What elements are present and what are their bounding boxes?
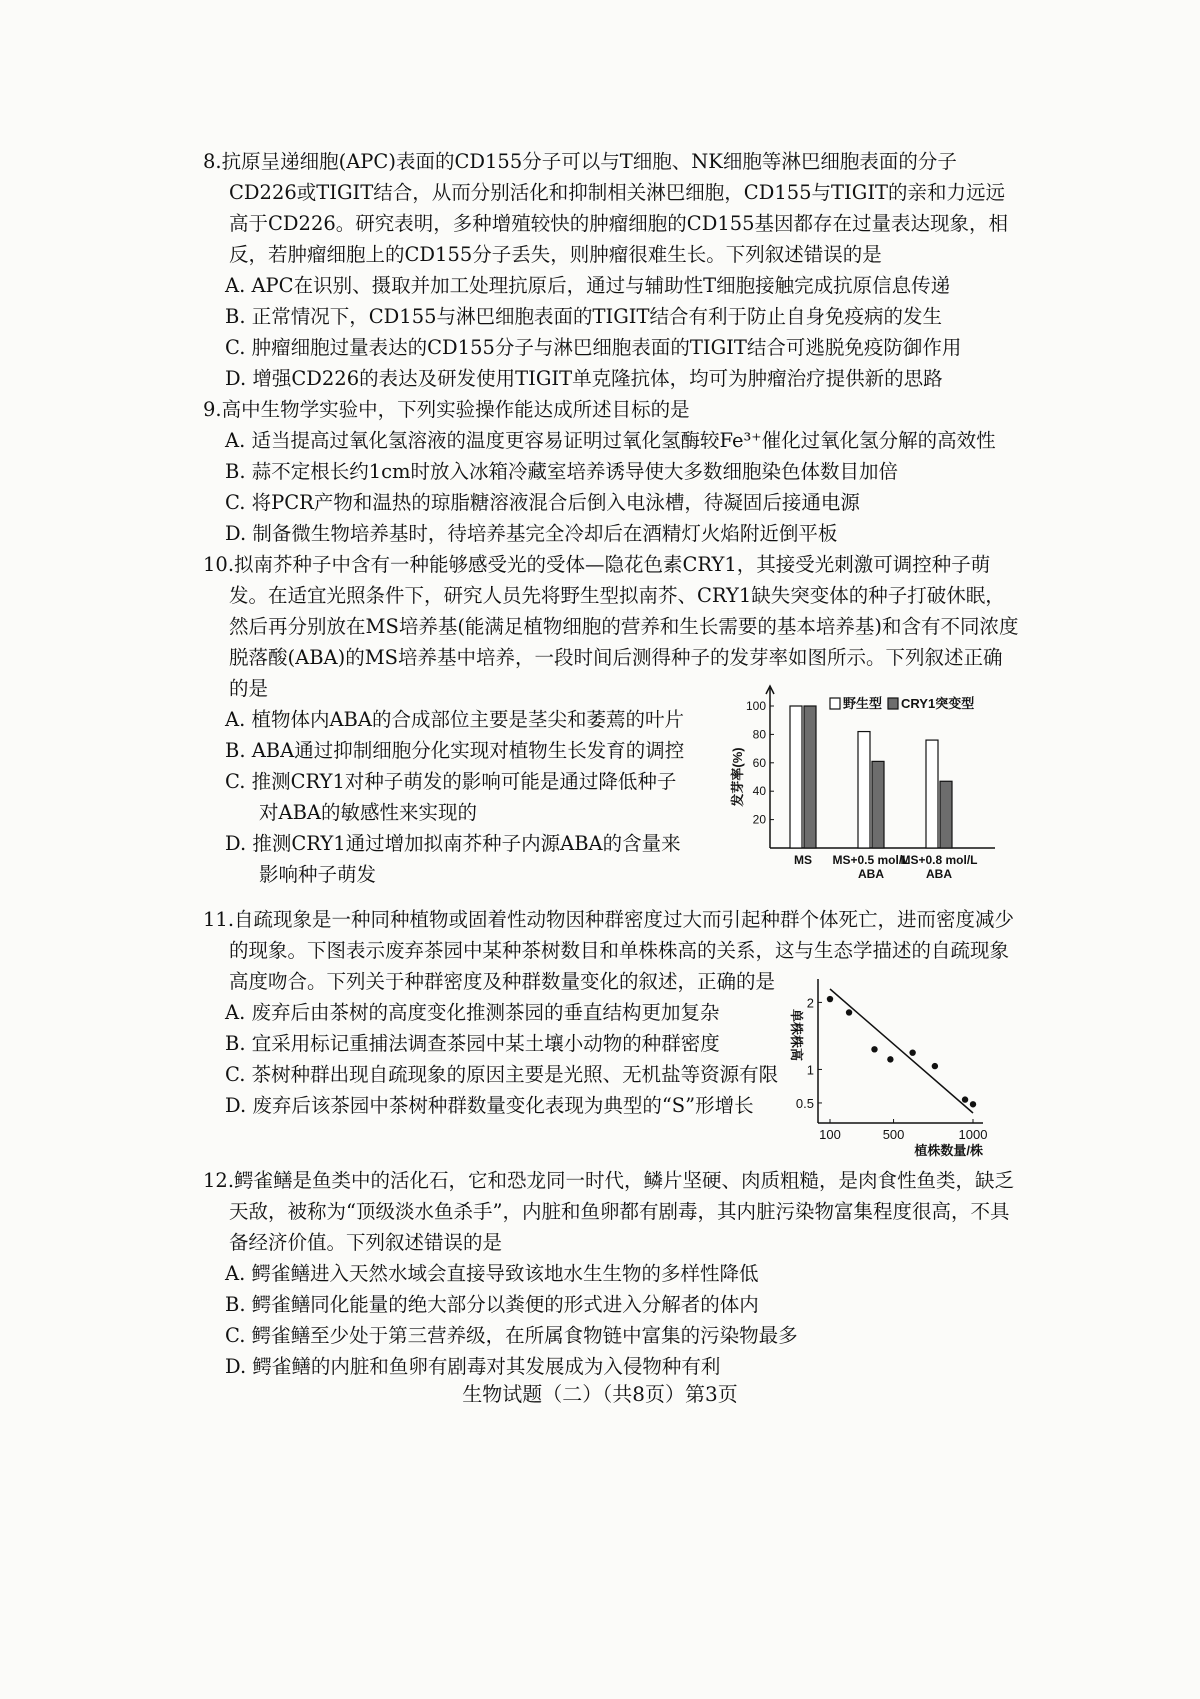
y-axis-label: 发芽率(%) xyxy=(730,747,745,807)
y-tick-label: 1 xyxy=(806,1062,814,1078)
option-d-continued: 影响种子萌发 xyxy=(259,863,377,886)
question-8 xyxy=(203,146,1020,394)
option-d: D. 推测CRY1通过增加拟南芥种子内源ABA的含量来 xyxy=(225,832,681,855)
option-d: D. 废弃后该茶园中茶树种群数量变化表现为典型的“S”形增长 xyxy=(225,1094,754,1117)
x-tick-label: 1000 xyxy=(958,1127,988,1142)
option-c: C. 茶树种群出现自疏现象的原因主要是光照、无机盐等资源有限 xyxy=(225,1063,779,1086)
option-a: A. 植物体内ABA的合成部位主要是茎尖和萎蔫的叶片 xyxy=(225,708,684,731)
bar-wild-type xyxy=(926,740,938,848)
trend-line xyxy=(830,989,973,1113)
x-tick-label: 500 xyxy=(882,1127,905,1142)
option-b: B. 正常情况下，CD155与淋巴细胞表面的TIGIT结合有利于防止自身免疫病的发生 xyxy=(225,305,942,328)
data-point xyxy=(932,1063,938,1069)
data-point xyxy=(846,1009,852,1015)
question-stem: 8.抗原呈递细胞(APC)表面的CD155分子可以与T细胞、NK细胞等淋巴细胞表面的分子CD226或TIGIT结合，从而分别活化和抑制相关淋巴细胞，CD155与TIGIT的亲和力远远高于CD226。研究表明，多种增殖较快的肿瘤细胞的CD155基因都存在过量表达现象，相反，若肿瘤细胞上的CD155分子丢失，则肿瘤很难生长。下列叙述错误的是 xyxy=(203,150,1009,266)
bar-wild-type xyxy=(790,706,802,848)
option-b: B. 宜采用标记重捕法调查茶园中某土壤小动物的种群密度 xyxy=(225,1032,720,1055)
y-axis-label: 单株株高 xyxy=(789,1008,804,1062)
question-stem: 12.鳄雀鳝是鱼类中的活化石，它和恐龙同一时代，鳞片坚硬、肉质粗糙，是肉食性鱼类，缺乏天敌，被称为“顶级淡水鱼杀手”，内脏和鱼卵都有剧毒，其内脏污染物富集程度很高，不具备经济价值。下列叙述错误的是 xyxy=(203,1169,1015,1254)
data-point xyxy=(871,1046,877,1052)
option-c: C. 将PCR产物和温热的琼脂糖溶液混合后倒入电泳槽，待凝固后接通电源 xyxy=(225,491,860,514)
legend-label: 野生型 xyxy=(843,696,883,711)
page-footer: 生物试题（二）（共8页）第3页 xyxy=(462,1382,738,1406)
bar-cry1-mutant xyxy=(804,706,816,848)
y-tick-label: 80 xyxy=(752,727,766,742)
option-a: A. 鳄雀鳝进入天然水域会直接导致该地水生生物的多样性降低 xyxy=(225,1262,759,1285)
question-stem: 10.拟南芥种子中含有一种能够感受光的受体—隐花色素CRY1，其接受光刺激可调控种子萌发。在适宜光照条件下，研究人员先将野生型拟南芥、CRY1缺失突变体的种子打破休眠，然后再分别放在MS培养基(能满足植物细胞的营养和生长需要的基本培养基)和含有不同浓度脱落酸(ABA)的MS培养基中培养，一段时间后测得种子的发芽率如图所示。下列叙述正确的是 xyxy=(203,553,1019,700)
data-point xyxy=(827,996,833,1002)
y-tick-label: 2 xyxy=(806,995,814,1011)
question-9 xyxy=(203,394,1020,549)
bar-cry1-mutant xyxy=(872,761,884,848)
x-tick-label-line2: ABA xyxy=(858,867,884,881)
data-point xyxy=(962,1096,968,1102)
x-tick-label: MS xyxy=(794,853,812,867)
y-tick-label: 20 xyxy=(752,812,766,827)
option-b: B. 蒜不定根长约1cm时放入冰箱冷藏室培养诱导使大多数细胞染色体数目加倍 xyxy=(225,460,899,483)
legend-swatch xyxy=(888,698,898,709)
data-point xyxy=(970,1101,976,1107)
option-a: A. 废弃后由茶树的高度变化推测茶园的垂直结构更加复杂 xyxy=(225,1001,720,1024)
option-d: D. 鳄雀鳝的内脏和鱼卵有剧毒对其发展成为入侵物种有利 xyxy=(225,1355,721,1378)
option-c-continued: 对ABA的敏感性来实现的 xyxy=(259,801,477,824)
y-tick-label: 40 xyxy=(752,784,766,799)
y-tick-label: 0.5 xyxy=(795,1095,814,1111)
option-b: B. ABA通过抑制细胞分化实现对植物生长发育的调控 xyxy=(225,739,685,762)
x-tick-label: 100 xyxy=(819,1127,841,1142)
x-tick-label: MS+0.8 mol/L xyxy=(900,853,978,867)
data-point xyxy=(909,1049,915,1055)
option-a: A. APC在识别、摄取并加工处理抗原后，通过与辅助性T细胞接触完成抗原信息传递 xyxy=(225,274,951,297)
x-axis-label: 植株数量/株 xyxy=(914,1143,983,1158)
option-a: A. 适当提高过氧化氢溶液的温度更容易证明过氧化氢酶较Fe³⁺催化过氧化氢分解的高效性 xyxy=(225,429,996,452)
y-tick-label: 100 xyxy=(745,699,766,713)
option-c: C. 肿瘤细胞过量表达的CD155分子与淋巴细胞表面的TIGIT结合可逃脱免疫防御作用 xyxy=(225,336,962,359)
germination-bar-chart xyxy=(730,680,1030,890)
bar-cry1-mutant xyxy=(940,781,952,848)
x-tick-label: MS+0.5 mol/L xyxy=(832,853,910,867)
bar-wild-type xyxy=(858,732,870,848)
x-tick-label-line2: ABA xyxy=(926,867,952,881)
question-stem: 9.高中生物学实验中，下列实验操作能达成所述目标的是 xyxy=(203,398,690,421)
question-stem: 11.自疏现象是一种同种植物或固着性动物因种群密度过大而引起种群个体死亡，进而密度减少的现象。下图表示废弃茶园中某种茶树数目和单株株高的关系，这与生态学描述的自疏现象高度吻合。下列关于种群密度及种群数量变化的叙述，正确的是 xyxy=(203,908,1015,993)
option-c: C. 鳄雀鳝至少处于第三营养级，在所属食物链中富集的污染物最多 xyxy=(225,1324,798,1347)
self-thinning-scatter-chart xyxy=(780,965,1010,1165)
y-tick-label: 60 xyxy=(752,755,766,770)
option-b: B. 鳄雀鳝同化能量的绝大部分以粪便的形式进入分解者的体内 xyxy=(225,1293,759,1316)
legend-swatch xyxy=(830,698,840,709)
option-d: D. 制备微生物培养基时，待培养基完全冷却后在酒精灯火焰附近倒平板 xyxy=(225,522,838,545)
question-12 xyxy=(203,1165,1020,1382)
legend-label: CRY1突变型 xyxy=(901,696,975,711)
data-point xyxy=(887,1056,893,1062)
option-c: C. 推测CRY1对种子萌发的影响可能是通过降低种子 xyxy=(225,770,677,793)
option-d: D. 增强CD226的表达及研发使用TIGIT单克隆抗体，均可为肿瘤治疗提供新的思路 xyxy=(225,367,943,390)
